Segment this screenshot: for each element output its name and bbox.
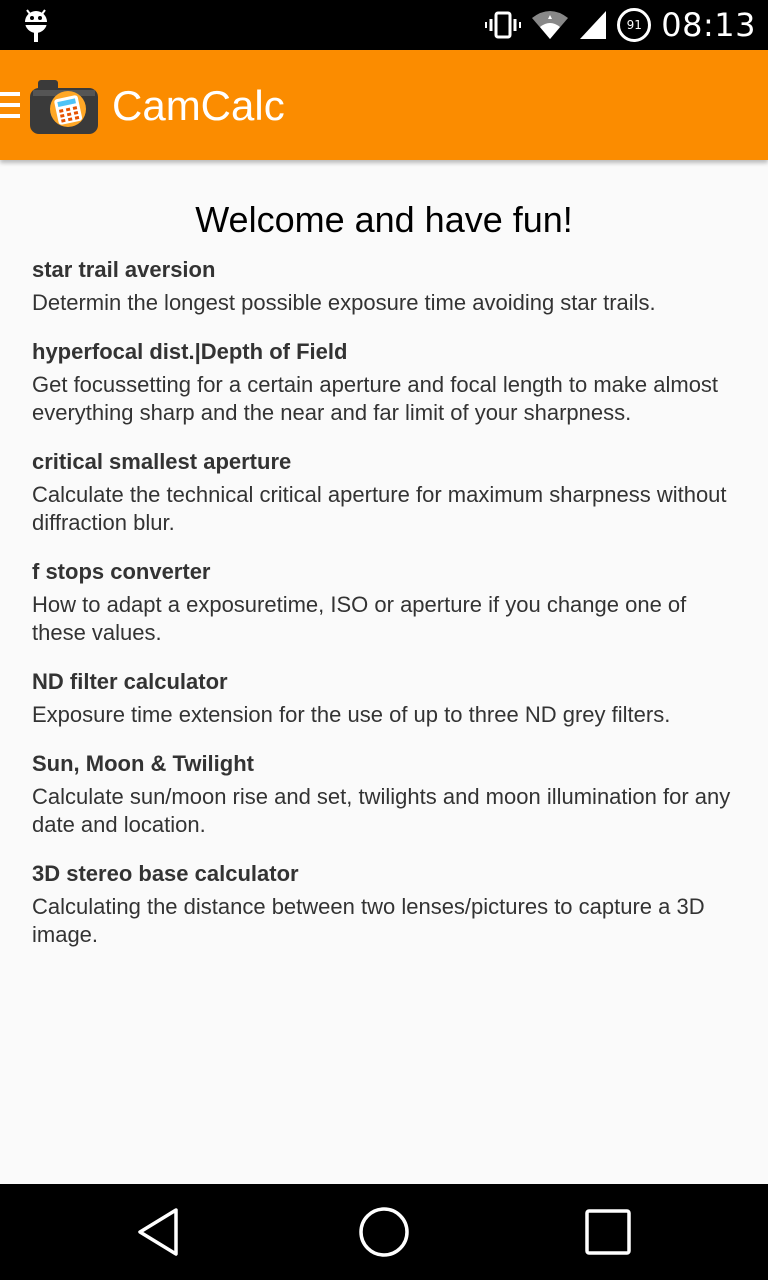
status-time: 08:13 (661, 6, 756, 44)
signal-icon (579, 10, 607, 40)
feature-description: Calculating the distance between two lenses/pictures to capture a 3D image. (32, 894, 705, 947)
feature-sun-moon[interactable] (32, 749, 737, 839)
main-content (0, 160, 768, 1184)
feature-f-stops[interactable] (32, 557, 737, 647)
wifi-icon (531, 10, 569, 40)
feature-hyperfocal[interactable] (32, 337, 737, 427)
battery-level: 91 (626, 18, 642, 32)
navigation-bar (0, 1184, 768, 1280)
feature-list (32, 255, 737, 969)
recents-icon[interactable] (582, 1206, 634, 1258)
feature-critical-aperture[interactable] (32, 447, 737, 537)
feature-title: ND filter calculator (32, 669, 228, 694)
camera-calculator-logo[interactable] (30, 78, 98, 134)
app-bar (0, 50, 768, 160)
menu-icon[interactable] (0, 92, 20, 118)
feature-title: 3D stereo base calculator (32, 861, 299, 886)
status-bar (0, 0, 768, 50)
feature-description: Calculate the technical critical aperture for maximum sharpness without diffraction blur. (32, 482, 727, 535)
feature-title: Sun, Moon & Twilight (32, 751, 254, 776)
feature-title: star trail aversion (32, 257, 216, 282)
app-title: CamCalc (112, 82, 285, 129)
feature-title: hyperfocal dist.|Depth of Field (32, 339, 348, 364)
feature-title: critical smallest aperture (32, 449, 292, 474)
welcome-heading: Welcome and have fun! (195, 199, 573, 240)
feature-description: Exposure time extension for the use of up to three ND grey filters. (32, 702, 671, 727)
android-debug-icon (22, 8, 50, 42)
feature-description: How to adapt a exposuretime, ISO or aperture if you change one of these values. (32, 592, 687, 645)
home-icon[interactable] (358, 1206, 410, 1258)
vibrate-icon (485, 11, 521, 39)
feature-star-trail[interactable] (32, 255, 737, 317)
feature-3d-stereo[interactable] (32, 859, 737, 949)
feature-nd-filter[interactable] (32, 667, 737, 729)
feature-description: Get focussetting for a certain aperture and focal length to make almost everything sharp and the near and far limit of your sharpness. (32, 372, 719, 425)
feature-title: f stops converter (32, 559, 211, 584)
feature-description: Calculate sun/moon rise and set, twilights and moon illumination for any date and location. (32, 784, 731, 837)
battery-icon (617, 8, 651, 42)
feature-description: Determin the longest possible exposure time avoiding star trails. (32, 290, 656, 315)
back-icon[interactable] (132, 1206, 184, 1258)
